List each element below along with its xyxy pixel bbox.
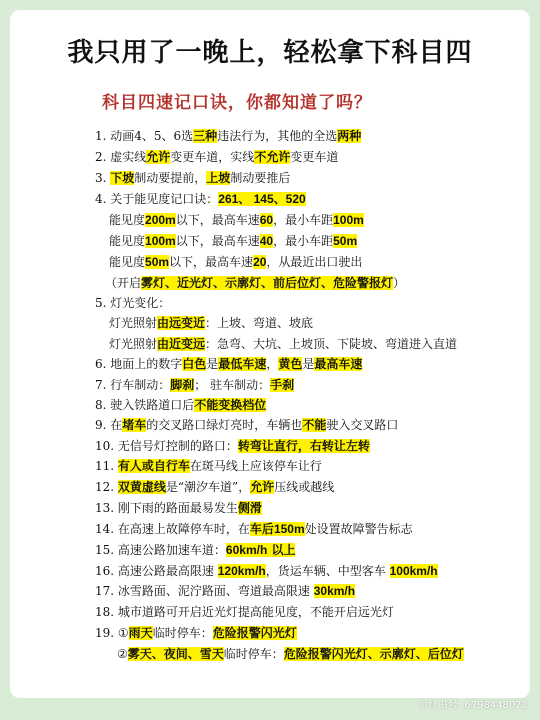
rule-text: 变更车道 xyxy=(290,150,339,164)
rule-text: ，最小车距 xyxy=(273,234,334,248)
rule-text: 冰雪路面、泥泞路面、弯道最高限速 xyxy=(117,584,314,598)
rule-text: 19. xyxy=(95,626,118,640)
highlighted-text: 两种 xyxy=(337,129,362,143)
highlighted-text: 白色 xyxy=(182,357,207,371)
rule-text: 4. xyxy=(95,192,111,206)
highlighted-text: 由远变近 xyxy=(157,316,206,330)
rule-line xyxy=(95,603,394,621)
highlighted-text: 30km/h xyxy=(313,584,356,598)
rule-text: 城市道路可开启近光灯提高能见度，不能开启远光灯 xyxy=(117,605,394,619)
highlighted-text: 上坡 xyxy=(206,171,231,185)
rule-text: 17. xyxy=(95,584,118,598)
rule-text: ：上坡、弯道、坡底 xyxy=(205,316,314,330)
rule-line xyxy=(109,232,357,250)
highlighted-text: 以上 xyxy=(267,543,296,557)
highlighted-text: 车后 xyxy=(249,522,274,536)
rule-line xyxy=(95,520,413,538)
rule-line xyxy=(95,541,295,559)
highlighted-text: 不能变换档位 xyxy=(194,398,267,412)
rule-text: 高速公路最高限速 xyxy=(117,564,218,578)
rule-line xyxy=(95,457,322,475)
rule-text: 行车制动： xyxy=(110,378,171,392)
rule-text: 能见度 xyxy=(109,255,146,269)
highlighted-text: 由近变远 xyxy=(157,337,206,351)
rule-text: 13. xyxy=(95,501,118,515)
rule-text: 临时停车： xyxy=(152,626,213,640)
highlighted-text: 60 xyxy=(259,213,274,227)
highlighted-text: 200m xyxy=(145,213,176,227)
rule-text: 是 xyxy=(206,357,219,371)
rule-text: 灯光照射 xyxy=(109,316,158,330)
rule-line xyxy=(95,355,362,373)
highlighted-text: 双黄虚线 xyxy=(117,480,166,494)
rule-line xyxy=(95,437,370,455)
rule-text: 12. xyxy=(95,480,118,494)
rule-text: 2. xyxy=(95,150,111,164)
highlighted-text: 261、 145、520 xyxy=(218,192,306,206)
rule-text: 以下，最高车速 xyxy=(175,234,260,248)
highlighted-text: 三种 xyxy=(193,129,218,143)
rule-text: ② xyxy=(117,647,128,661)
highlighted-text: 黄色 xyxy=(278,357,303,371)
rule-text: 驶入铁路道口后 xyxy=(110,398,195,412)
rule-line xyxy=(95,624,297,642)
rule-text: ① xyxy=(117,626,129,640)
rule-text: 10. xyxy=(95,439,118,453)
highlighted-text: 脚刹 xyxy=(170,378,195,392)
highlighted-text: 50m xyxy=(145,255,170,269)
highlighted-text: 100m xyxy=(333,213,364,227)
rule-line xyxy=(105,274,405,292)
rule-text: 1. xyxy=(95,129,111,143)
highlighted-text: 侧滑 xyxy=(237,501,262,515)
highlighted-text: 40 xyxy=(259,234,274,248)
rule-text: 能见度 xyxy=(109,213,146,227)
rule-text: 虚实线 xyxy=(110,150,147,164)
rule-text: 7. xyxy=(95,378,111,392)
rule-text: 6. xyxy=(95,357,111,371)
rule-text: ， xyxy=(266,357,279,371)
highlighted-text: 最低车速 xyxy=(218,357,267,371)
rule-text: 能见度 xyxy=(109,234,146,248)
highlighted-text: 不能 xyxy=(302,418,327,432)
rule-text: 11. xyxy=(95,459,118,473)
rule-line xyxy=(95,396,266,414)
highlighted-text: 允许 xyxy=(250,480,275,494)
rule-text: 8. xyxy=(95,398,111,412)
rule-text: 压线或越线 xyxy=(274,480,335,494)
note-card xyxy=(10,10,530,698)
subtitle: 科目四速记口诀，你都知道了吗？ xyxy=(102,93,372,113)
rule-line xyxy=(109,335,457,353)
highlighted-text: 手刹 xyxy=(270,378,295,392)
rule-line xyxy=(95,416,398,434)
rule-text: 动画4、5、6选 xyxy=(110,129,194,143)
rule-line xyxy=(117,645,464,663)
rule-line xyxy=(95,190,306,208)
highlighted-text: 危险报警闪光灯、示廓灯、后位灯 xyxy=(283,647,464,661)
rule-text: 变更车道，实线 xyxy=(170,150,255,164)
rule-line xyxy=(109,314,313,332)
highlighted-text: 允许 xyxy=(146,150,171,164)
highlighted-text: 转弯让直行，右转让左转 xyxy=(237,439,370,453)
rule-line xyxy=(95,294,170,312)
rule-text: 无信号灯控制的路口： xyxy=(117,439,238,453)
rule-text: 以下，最高车速 xyxy=(175,213,260,227)
highlighted-text: 50m xyxy=(333,234,358,248)
rule-text: （开启 xyxy=(105,276,142,290)
highlighted-text: 下坡 xyxy=(110,171,135,185)
highlighted-text: 雨天 xyxy=(128,626,153,640)
rule-text: 灯光照射 xyxy=(109,337,158,351)
rule-line xyxy=(95,499,262,517)
rule-text: 驶入交叉路口 xyxy=(326,418,399,432)
rule-text: 在高速上故障停车时，在 xyxy=(117,522,250,536)
highlighted-text: 120km/h xyxy=(217,564,266,578)
highlighted-text: 100m xyxy=(145,234,176,248)
rule-text: ； 驻车制动： xyxy=(194,378,271,392)
main-title: 我只用了一晚上，轻松拿下科目四 xyxy=(67,38,473,68)
highlighted-text: 100km/h xyxy=(389,564,438,578)
rule-text: 临时停车： xyxy=(223,647,284,661)
watermark: 小红书号: 6798448071 xyxy=(417,700,528,711)
rule-text: 的交叉路口绿灯亮时，车辆也 xyxy=(146,418,303,432)
rule-text: 14. xyxy=(95,522,118,536)
rule-text: 9. xyxy=(95,418,111,432)
rule-text: 违法行为，其他的全选 xyxy=(217,129,338,143)
rule-line xyxy=(95,478,334,496)
rule-line xyxy=(95,376,294,394)
rule-line xyxy=(95,148,338,166)
rule-text: 5. xyxy=(95,296,111,310)
rule-text: 是“潮汐车道”， xyxy=(165,480,251,494)
rule-text: ，从最近出口驶出 xyxy=(266,255,363,269)
rule-text: 处设置故障警告标志 xyxy=(304,522,413,536)
rule-text: 制动要提前， xyxy=(134,171,207,185)
highlighted-text: 有人或自行车 xyxy=(117,459,190,473)
rule-line xyxy=(109,253,362,271)
highlighted-text: 20 xyxy=(253,255,267,269)
rule-text: 灯光变化： xyxy=(110,296,171,310)
highlighted-text: 不允许 xyxy=(254,150,291,164)
rule-line xyxy=(109,211,364,229)
rule-text: 3. xyxy=(95,171,111,185)
rule-text: 高速公路加速车道： xyxy=(117,543,226,557)
highlighted-text: 60km/h xyxy=(225,543,268,557)
highlighted-text: 危险报警闪光灯 xyxy=(212,626,297,640)
rule-text: 16. xyxy=(95,564,118,578)
rule-text: ） xyxy=(393,276,406,290)
rule-text: 关于能见度记口诀： xyxy=(110,192,219,206)
rule-line xyxy=(95,127,361,145)
rule-text: 刚下雨的路面最易发生 xyxy=(117,501,238,515)
rule-line xyxy=(95,562,438,580)
rule-text: 是 xyxy=(302,357,315,371)
rule-text: 地面上的数字 xyxy=(110,357,183,371)
rule-text: 在斑马线上应该停车让行 xyxy=(189,459,322,473)
highlighted-text: 雾天、夜间、雪天 xyxy=(127,647,224,661)
rule-text: 制动要推后 xyxy=(230,171,291,185)
highlighted-text: 150m xyxy=(273,522,305,536)
rule-line xyxy=(95,582,355,600)
rule-text: 在 xyxy=(110,418,123,432)
highlighted-text: 最高车速 xyxy=(314,357,363,371)
highlighted-text: 堵车 xyxy=(122,418,147,432)
rule-text: 15. xyxy=(95,543,118,557)
rule-text: ：急弯、大坑、上坡顶、下陡坡、弯道进入直道 xyxy=(205,337,458,351)
rule-text: 18. xyxy=(95,605,118,619)
rule-line xyxy=(95,169,290,187)
highlighted-text: 雾灯、近光灯、示廓灯、前后位灯、危险警报灯 xyxy=(141,276,394,290)
rule-text: 以下，最高车速 xyxy=(169,255,254,269)
rule-text: ，货运车辆、中型客车 xyxy=(265,564,390,578)
rule-text: ，最小车距 xyxy=(273,213,334,227)
